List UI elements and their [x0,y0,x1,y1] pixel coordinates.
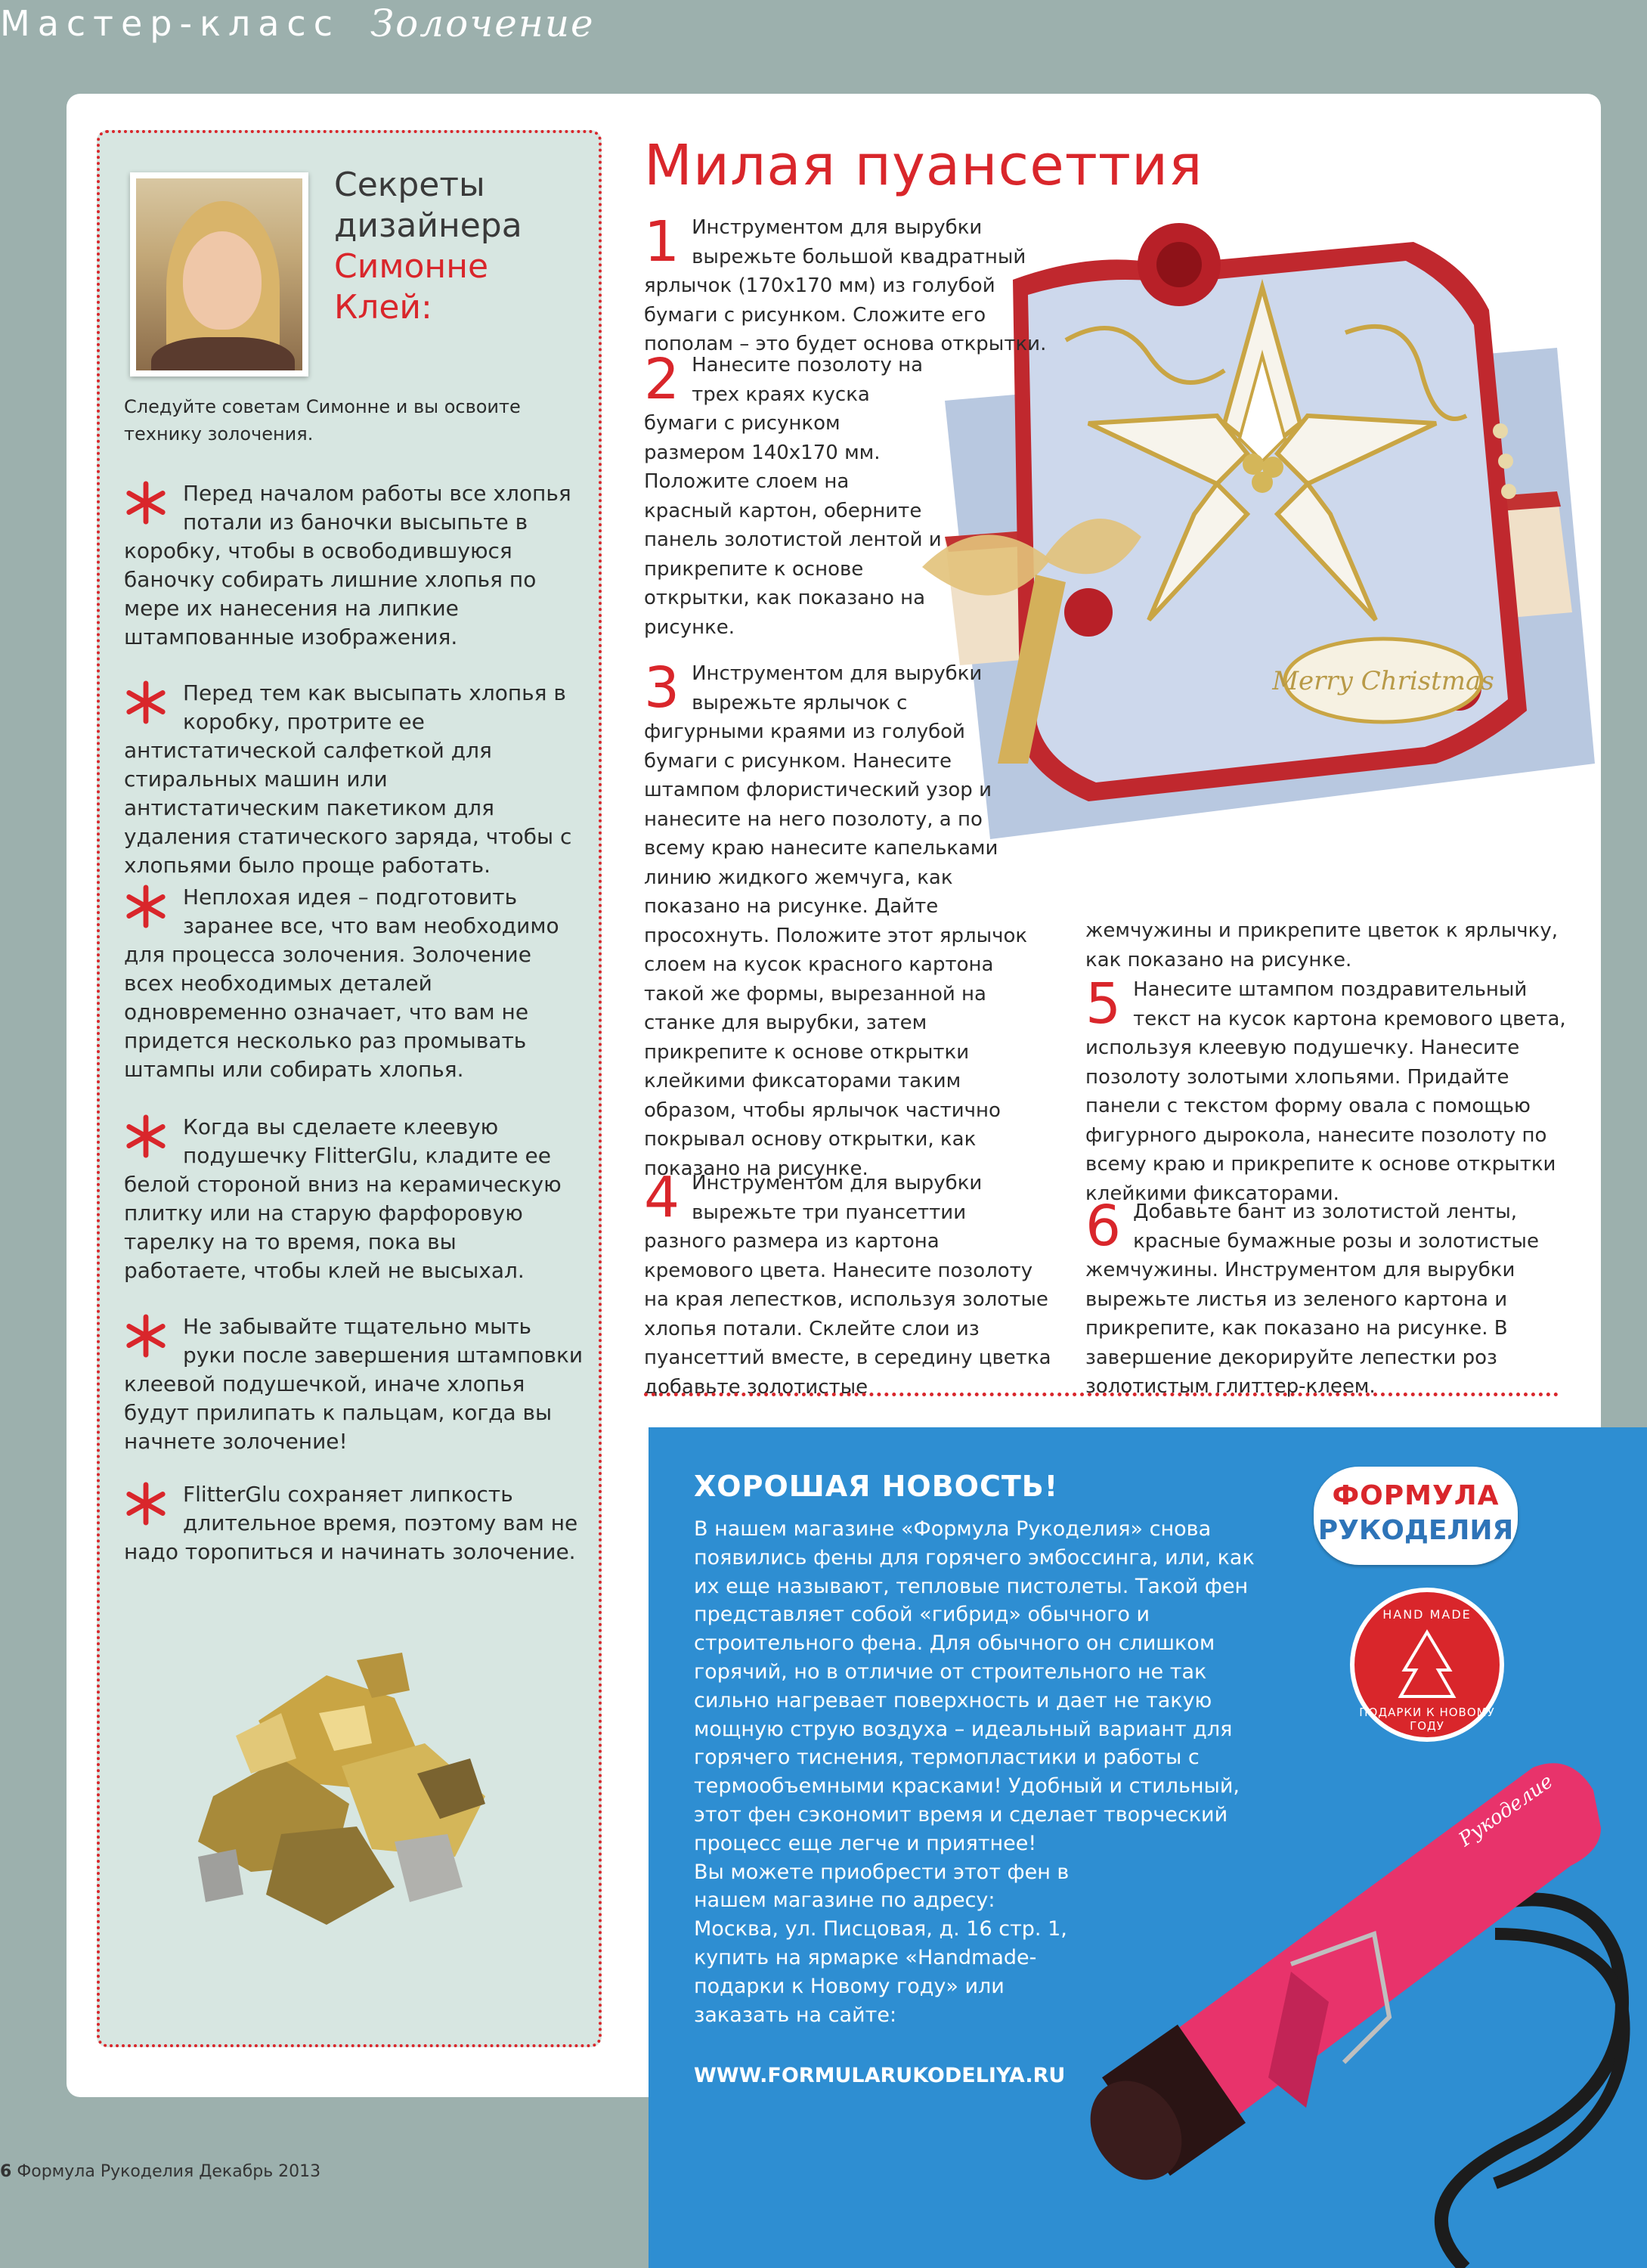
step-4 [644,1165,1052,1402]
asterisk-icon [124,1482,172,1535]
asterisk-icon [124,885,172,937]
section-label: Мастер-класс [0,3,341,44]
step-text: Инструментом для вырубки вырежьте большой квадратный ярлычок (170x170 мм) из голубой бумаги с рисунком. Сложите его пополам – это будет основа открытки. [644,216,1047,355]
sidebar-intro: Следуйте советам Симонне и вы освоите технику золочения. [124,396,521,445]
section-divider [644,1393,1559,1396]
step-text: жемчужины и прикрепите цветок к ярлычку, как показано на рисунке. [1085,919,1558,971]
step-text: Нанесите штампом поздравительный текст на кусок картона кремового цвета, используя клеевую подушечку. Нанесите позолоту золотыми хлопьями. Придайте панели с текстом форму овала с помощью фигурного дырокола, нанесите позолоту по всему краю и прикрепите к основе открытки клейкими фиксаторами. [1085,978,1566,1205]
asterisk-icon [124,481,172,534]
step-text: Инструментом для вырубки вырежьте три пуансеттии разного размера из картона кремового цвета. Нанесите позолоту на края лепестков, используя золотые хлопья потали. Склейте слои из пуансеттий вместе, в середину цветка добавьте золотистые [644,1172,1051,1399]
heading-line-2: дизайнера [334,206,522,245]
step-text: Нанесите позолоту на трех краях куска бумаги с рисунком размером 140x170 мм. Положите слоем на красный картон, оберните панель золотистой лентой и прикрепите к основе открытки, как показано на рисунке. [644,354,942,639]
step-2 [644,347,943,642]
asterisk-icon [124,1114,172,1167]
step-number: 3 [644,655,680,720]
step-3 [644,655,1033,1183]
brand-logo [1314,1467,1518,1565]
asterisk-icon [124,1314,172,1367]
gun-brand-text: Рукоделие [1454,1770,1558,1851]
magazine-name: Формула Рукоделия [17,2162,194,2181]
step-number: 1 [644,209,680,274]
card-greeting-text: Merry Christmas [1272,666,1494,696]
step-number: 2 [644,347,680,412]
tip-item [124,479,585,652]
tip-text: Перед тем как высыпать хлопья в коробку, протрите ее антистатической салфеткой для стиральных машин или антистатическим пакетиком для удаления статического заряда, чтобы с хлопьями было проще работать. [124,680,572,878]
tip-text: Не забывайте тщательно мыть руки после завершения штамповки клеевой подушечкой, иначе хлопья будут прилипать к пальцам, когда вы начнете золочение! [124,1314,584,1454]
logo-line-1: ФОРМУЛА [1332,1480,1500,1511]
heat-gun-image [1042,1684,1647,2268]
tip-text: FlitterGlu сохраняет липкость длительное время, поэтому вам не надо торопиться и начинать золочение. [124,1482,578,1564]
page-number: 6 [0,2162,12,2181]
seal-bottom-text: ПОДАРКИ К НОВОМУ ГОДУ [1359,1706,1495,1733]
news-body-text-continued: процесс еще легче и приятнее! Вы можете приобрести этот фен в нашем магазине по адресу: Москва, ул. Писцовая, д. 16 стр. 1, купить на ярмарке «Handmade-подарки к Новому году» или заказать на сайте: [694,1831,1070,2027]
designer-tips-sidebar [97,130,602,2047]
logo-line-2: РУКОДЕЛИЯ [1317,1515,1514,1546]
gold-flakes-image [168,1630,515,1947]
step-number: 6 [1085,1194,1122,1259]
step-1 [644,209,1067,359]
step-6 [1085,1194,1569,1402]
step-text: Добавьте бант из золотистой ленты, красные бумажные розы и золотистые жемчужины. Инструментом для вырубки вырежьте листья из зеленого картона и прикрепите, как показано на рисунке. В завершение декорируйте лепестки роз золотистым глиттер-клеем. [1085,1201,1539,1398]
asterisk-icon [124,680,172,733]
issue-date: Декабрь 2013 [199,2162,321,2181]
tip-text: Неплохая идея – подготовить заранее все, что вам необходимо для процесса золочения. Золочение всех необходимых деталей одновременно означает, что вам не придется несколько раз промывать штампы или собирать хлопья. [124,885,559,1082]
designer-photo [130,172,308,376]
designer-name-last: Клей: [334,288,432,327]
tip-item [124,1312,585,1456]
step-4-continued [1085,916,1569,974]
tip-item [124,883,585,1084]
seal-top-text: HAND MADE [1382,1607,1472,1622]
good-news-box [649,1427,1647,2268]
page-footer [0,2162,320,2181]
topic-label: Золочение [370,2,595,45]
step-number: 4 [644,1165,680,1230]
shop-url-link[interactable]: WWW.FORMULARUKODELIYA.RU [694,2064,1066,2087]
tip-item [124,1480,585,1566]
tip-item [124,1113,585,1285]
news-body-text: В нашем магазине «Формула Рукоделия» снова появились фены для горячего эмбоссинга, или, как их еще называют, тепловые пистолеты. Такой фен представляет собой «гибрид» обычного и строительного фена. Для обычного он слишком горячий, но в отличие от строительного не так сильно нагревает поверхность и дает не такую мощную струю воздуха – идеальный вариант для горячего тиснения, термопластики и работы с термообъемными красками! Удобный и стильный, этот фен сэкономит время и сделает творческий [694,1517,1255,1826]
article-title: Милая пуансеттия [644,133,1203,198]
tip-item [124,679,585,880]
tip-text: Перед началом работы все хлопья потали из баночки высыпьте в коробку, чтобы в освободившуюся баночку собирать лишние хлопья по мере их нанесения на липкие штампованные изображения. [124,481,571,649]
news-title: ХОРОШАЯ НОВОСТЬ! [694,1470,1059,1503]
heading-line-1: Секреты [334,166,485,204]
page-header [0,0,1647,54]
sidebar-heading [334,165,584,328]
step-text: Инструментом для вырубки вырежьте ярлычок с фигурными краями из голубой бумаги с рисунком. Нанесите штампом флористический узор и нанесите на него позолоту, а по всему краю нанесите капельками линию жидкого жемчуга, как показано на рисунке. Дайте просохнуть. Положите этот ярлычок слоем на кусок красного картона такой же формы, вырезанной на станке для вырубки, затем прикрепите к основе открытки клейкими фиксаторами таким образом, чтобы ярлычок частично покрывал основу открытки, как показано на рисунке. [644,662,1028,1180]
step-5 [1085,971,1569,1208]
step-number: 5 [1085,971,1122,1036]
tip-text: Когда вы сделаете клеевую подушечку FlitterGlu, кладите ее белой стороной вниз на керамическую плитку или на старую фарфоровую тарелку на то время, пока вы работаете, чтобы клей не высыхал. [124,1114,562,1283]
designer-name-first: Симонне [334,247,489,286]
